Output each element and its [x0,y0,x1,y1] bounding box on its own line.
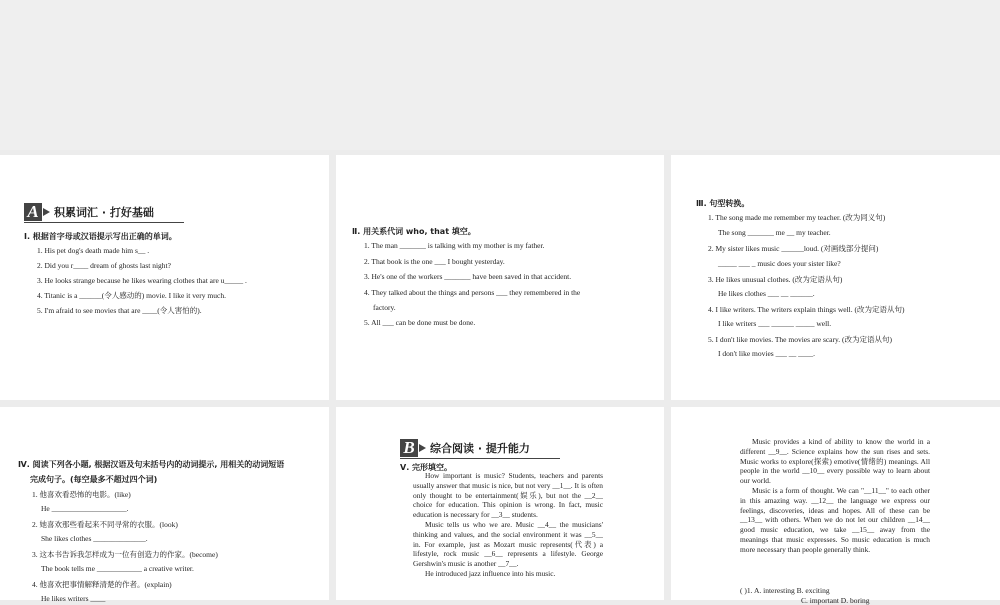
paragraph: He introduced jazz influence into his music. [425,568,556,578]
question-line: 3. He's one of the workers _______ have been saved in that accident. [364,272,572,281]
badge-underline [24,222,184,223]
answer-line: I don't like movies ___ __ ____. [718,349,815,358]
question-line: 2. That book is the one ___ I bought yesterday. [364,257,505,266]
question-line: 1. The song made me remember my teacher. (改为同义句) [708,213,886,222]
question-line: 3. He likes unusual clothes. (改为定语从句) [708,275,843,284]
question-line: factory. [373,303,396,312]
slide-thumbnail-sentence-transform[interactable] [671,155,1000,400]
badge-underline [400,458,560,459]
answer-line: He likes writers ____ [41,594,106,603]
section-heading: Ⅱ. 用关系代词 who, that 填空。 [352,227,476,236]
question-line: 2. Did you r____ dream of ghosts last night? [37,261,171,270]
answer-line: I like writers ___ ______ _____ well. [718,319,832,328]
question-line: 3. He looks strange because he likes wearing clothes that are u_____ . [37,276,247,285]
paragraph: Music is a form of thought. We can "__11__" to each other in this amazing way. __12__ the language we express our feelings, discoveries, ideas and hopes. All of these can be __13__ with others. When we do not let our children __14__ good music education, we take __15__ away from the meanings that music expresses. So music education is much more necessary than people generally think. [740,485,930,554]
slide-thumbnail-cloze-1[interactable] [336,407,664,600]
paragraph: Music tells us who we are. Music __4__ the musicians' thinking and values, and the social environment it was __5__ in. For example, just as Mozart music represents(代表) a lifestyle, rock music __6__ represents a lifestyle. George Gershwin's music is another __7__. [413,519,603,569]
question-line: 4. I like writers. The writers explain things well. (改为定语从句) [708,305,905,314]
answer-options: ( )1. A. interesting B. exciting [740,586,830,595]
slide-thumbnail-vocabulary[interactable] [0,155,329,400]
slide-thumbnail-relative-pronouns[interactable] [336,155,664,400]
answer-line: _____ ___ _ music does your sister like? [718,259,841,268]
top-blank-area [0,0,1000,150]
badge-letter: B [400,439,418,457]
section-heading: Ⅳ. 阅读下列各小题, 根据汉语及句末括号内的动词提示, 用相关的动词短语 [18,460,285,469]
slide-thumbnail-cloze-2[interactable] [671,407,1000,605]
badge-letter: A [24,203,42,221]
question-line: 1. 他喜欢看恐怖的电影。(like) [32,490,131,499]
section-heading-cont: 完成句子。(每空最多不超过四个词) [30,475,158,484]
cloze-passage [413,471,603,579]
answer-line: The book tells me ____________ a creative writer. [41,564,194,573]
question-line: 2. My sister likes music ______loud. (对画线部分提问) [708,244,879,253]
paragraph: How important is music? Students, teachers and parents usually answer that music is nice, but not very __1__. It is often only thought to be entertainment(娱乐), but not the __2__ choice for education. This opinion is wrong. In fact, music education is necessary for __3__ students. [413,471,603,520]
paragraph: Music provides a kind of ability to know the world in a different __9__. Science explains how the sun rises and sets. Music works to explore(探索) emotive(情绪的) meanings. All people in the world __10__ every possible way to learn about our world. [740,437,930,486]
section-heading: Ⅴ. 完形填空。 [400,463,453,472]
section-heading: Ⅲ. 句型转换。 [696,199,750,208]
question-line: 5. All ___ can be done must be done. [364,318,476,327]
question-line: 1. The man _______ is talking with my mother is my father. [364,241,545,250]
section-badge-b [400,439,530,457]
badge-arrow-icon [43,208,50,216]
question-line: 2. 她喜欢那些看起来不同寻常的衣服。(look) [32,520,178,529]
section-badge-a [24,203,154,221]
question-line: 1. His pet dog's death made him s__ . [37,246,150,255]
question-line: 5. I'm afraid to see movies that are ____(令人害怕的). [37,306,202,315]
cloze-passage [740,437,930,555]
question-line: 4. They talked about the things and persons ___ they remembered in the [364,288,581,297]
answer-line: He ____________________. [41,504,129,513]
section-heading: Ⅰ. 根据首字母或汉语提示写出正确的单词。 [24,232,177,241]
badge-title: 积累词汇 · 打好基础 [54,206,154,219]
badge-title: 综合阅读 · 提升能力 [430,442,530,455]
answer-line: She likes clothes ______________. [41,534,148,543]
answer-line: He likes clothes ___ __ ______. [718,289,815,298]
question-line: 4. Titanic is a ______(令人感动的) movie. I like it very much. [37,291,226,300]
question-line: 4. 他喜欢把事情解释清楚的作者。(explain) [32,580,172,589]
slide-thumbnail-verb-phrases[interactable] [0,407,329,603]
question-line: 3. 这本书告诉我怎样成为一位有创造力的作家。(become) [32,550,218,559]
answer-options: C. important D. boring [801,596,870,605]
question-line: 5. I don't like movies. The movies are scary. (改为定语从句) [708,335,893,344]
answer-line: The song _______ me __ my teacher. [718,228,831,237]
badge-arrow-icon [419,444,426,452]
